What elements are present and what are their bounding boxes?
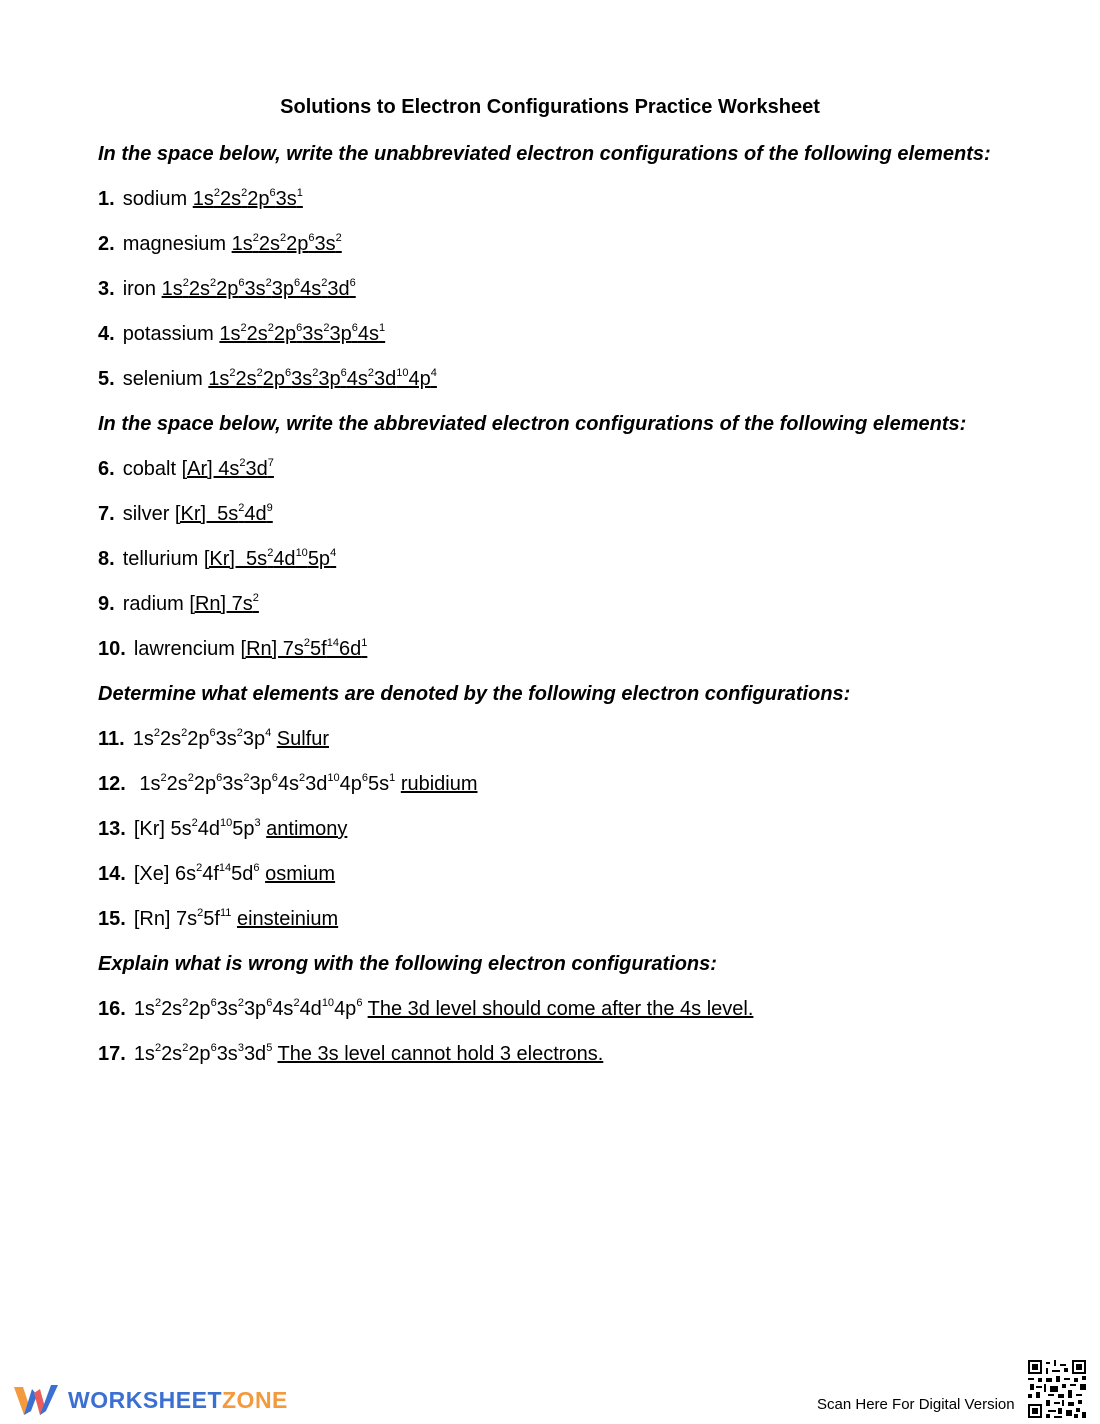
item-answer: [Kr] $5s^24d^9$ — [174, 502, 273, 525]
item-number: 5. — [98, 368, 115, 390]
list-item — [98, 728, 329, 751]
item-prompt: $1s^22s^22p^63s^23p^64s^23d^{10}4p^65s^1$ — [139, 772, 396, 795]
list-item — [98, 863, 335, 886]
item-answer: Sulfur — [276, 728, 330, 750]
item-prompt: silver — [122, 503, 170, 525]
section-heading: In the space below, write the abbreviated electron configurations of the following elements: — [98, 413, 967, 435]
item-number: 15. — [98, 908, 126, 930]
item-prompt: selenium — [122, 368, 203, 390]
item-answer: [Kr] $5s^24d^{10}5p^4$ — [203, 547, 337, 570]
list-item — [98, 548, 336, 571]
item-answer: $1s^22s^22p^63s^23p^64s^23d^{10}4p^4$ — [208, 367, 437, 390]
item-prompt: [Rn] $7s^25f^{11}$ — [133, 907, 232, 930]
item-prompt: magnesium — [122, 233, 227, 255]
list-item — [98, 638, 367, 661]
section-heading: Determine what elements are denoted by the following electron configurations: — [98, 683, 851, 705]
list-item — [98, 818, 347, 841]
list-item — [98, 503, 273, 526]
item-number: 12. — [98, 773, 126, 795]
item-number: 11. — [98, 728, 125, 750]
item-prompt: tellurium — [122, 548, 199, 570]
worksheetzone-logo[interactable] — [14, 1382, 288, 1418]
item-answer: [Ar] $4s^23d^7$ — [181, 457, 274, 480]
item-prompt: [Kr] $5s^24d^{10}5p^3$ — [133, 817, 261, 840]
list-item — [98, 773, 478, 796]
item-number: 10. — [98, 638, 126, 660]
scan-text: Scan Here For Digital Version — [817, 1396, 1015, 1413]
item-number: 9. — [98, 593, 115, 615]
list-item — [98, 278, 356, 301]
item-number: 16. — [98, 998, 126, 1020]
list-item — [98, 1043, 603, 1066]
section-heading: In the space below, write the unabbreviated electron configurations of the following elements: — [98, 143, 991, 165]
item-prompt: sodium — [122, 188, 188, 210]
section-heading: Explain what is wrong with the following electron configurations: — [98, 953, 717, 975]
list-item — [98, 323, 385, 346]
item-answer: The 3d level should come after the 4s level. — [367, 998, 754, 1020]
item-answer: rubidium — [400, 773, 478, 795]
item-number: 7. — [98, 503, 115, 525]
list-item — [98, 233, 342, 256]
item-number: 2. — [98, 233, 115, 255]
item-number: 13. — [98, 818, 126, 840]
item-answer: $1s^22s^22p^63s^23p^64s^23d^6$ — [161, 277, 356, 300]
w-logo-icon — [14, 1383, 60, 1417]
item-answer: [Rn] $7s^25f^{14}6d^1$ — [240, 637, 368, 660]
item-prompt: lawrencium — [133, 638, 235, 660]
item-answer: einsteinium — [236, 908, 339, 930]
item-number: 4. — [98, 323, 115, 345]
item-number: 3. — [98, 278, 115, 300]
item-number: 6. — [98, 458, 115, 480]
qr-code-icon[interactable] — [1028, 1360, 1086, 1418]
item-prompt: radium — [122, 593, 184, 615]
list-item — [98, 998, 753, 1021]
item-answer: The 3s level cannot hold 3 electrons. — [277, 1043, 604, 1065]
item-number: 8. — [98, 548, 115, 570]
item-prompt: $1s^22s^22p^63s^33d^5$ — [133, 1042, 273, 1065]
item-answer: $1s^22s^22p^63s^23p^64s^1$ — [219, 322, 386, 345]
item-number: 17. — [98, 1043, 126, 1065]
item-answer: $1s^22s^22p^63s^2$ — [231, 232, 342, 255]
item-answer: antimony — [266, 818, 348, 840]
list-item — [98, 458, 274, 481]
item-prompt: $1s^22s^22p^63s^23p^64s^24d^{10}4p^6$ — [133, 997, 363, 1020]
item-prompt: iron — [122, 278, 157, 300]
list-item — [98, 188, 303, 211]
item-answer: [Rn] $7s^2$ — [189, 592, 259, 615]
item-number: 14. — [98, 863, 126, 885]
item-prompt: potassium — [122, 323, 214, 345]
logo-text: WORKSHEETZONE — [68, 1386, 288, 1413]
item-prompt: cobalt — [122, 458, 177, 480]
page-title: Solutions to Electron Configurations Practice Worksheet — [280, 96, 820, 118]
item-prompt: [Xe] $6s^24f^{14}5d^6$ — [133, 862, 260, 885]
item-answer: $1s^22s^22p^63s^1$ — [192, 187, 303, 210]
list-item — [98, 368, 437, 391]
list-item — [98, 593, 259, 616]
item-prompt: $1s^22s^22p^63s^23p^4$ — [132, 727, 272, 750]
item-number: 1. — [98, 188, 115, 210]
list-item — [98, 908, 338, 931]
item-answer: osmium — [265, 863, 336, 885]
